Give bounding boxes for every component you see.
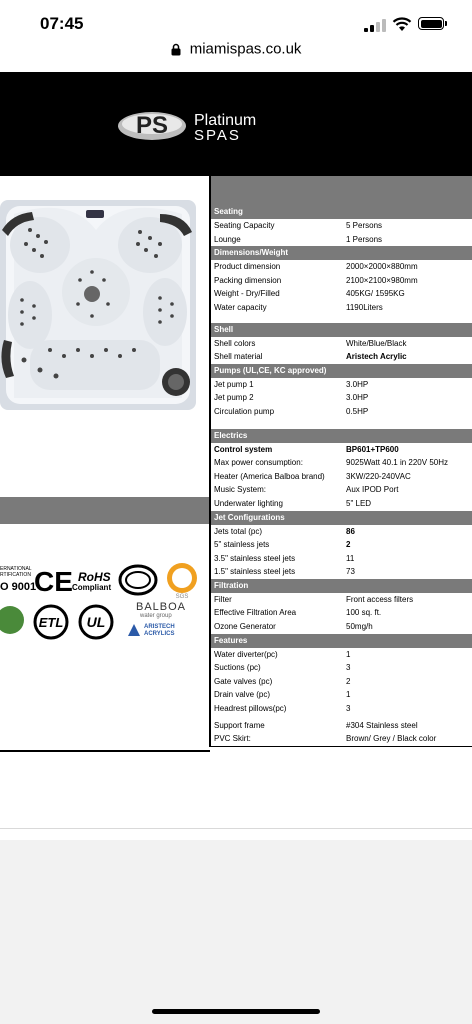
battery-icon [418, 17, 444, 30]
table-row: Packing dimension 2100×2100×980mm [209, 274, 472, 288]
bottom-area [0, 840, 472, 1024]
section-filtration: Filtration [209, 579, 472, 593]
ce-mark: CE [34, 566, 73, 597]
table-row: Jet pump 2 3.0HP [209, 391, 472, 405]
status-time: 07:45 [40, 14, 84, 33]
certification-logos [0, 560, 210, 650]
row-gap [209, 419, 472, 429]
table-row: Weight - Dry/Filled 405KG/ 1595KG [209, 287, 472, 301]
section-dimensions: Dimensions/Weight [209, 246, 472, 260]
iso-number: O 9001 [0, 581, 37, 593]
logo-line2: SPAS [194, 127, 241, 144]
section-seating: Seating [209, 205, 472, 219]
table-row: Underwater lighting 5" LED [209, 497, 472, 511]
section-electrics: Electrics [209, 429, 472, 443]
platinum-spas-logo [118, 110, 308, 144]
lock-icon [171, 43, 181, 56]
aristech-sub: ACRYLICS [144, 631, 175, 637]
table-row: 1.5" stainless steel jets 73 [209, 565, 472, 579]
left-grey-band [0, 497, 210, 524]
wifi-icon [392, 16, 412, 32]
table-row: Shell material Aristech Acrylic [209, 350, 472, 364]
table-row: PVC Skirt: Brown/ Grey / Black color [209, 732, 472, 746]
table-row: Shell colors White/Blue/Black [209, 337, 472, 351]
address-bar[interactable] [0, 40, 472, 70]
table-row: Jet pump 1 3.0HP [209, 378, 472, 392]
table-row: Circulation pump 0.5HP [209, 405, 472, 419]
table-end-line [209, 746, 472, 748]
ul-mark: UL [86, 614, 106, 630]
table-row: Seating Capacity 5 Persons [209, 219, 472, 233]
table-row: Jets total (pc) 86 [209, 525, 472, 539]
spa-top-view-image [0, 200, 200, 412]
etl-mark: ETL [38, 615, 64, 630]
table-row: Effective Filtration Area 100 sq. ft. [209, 606, 472, 620]
table-row: 5" stainless jets 2 [209, 538, 472, 552]
url-text: miamispas.co.uk [189, 40, 302, 58]
logo-mark: PS [135, 112, 169, 139]
section-shell: Shell [209, 323, 472, 337]
table-row: Lounge 1 Persons [209, 233, 472, 247]
table-row: 3.5" stainless steel jets 11 [209, 552, 472, 566]
table-row: Control system BP601+TP600 [209, 443, 472, 457]
balboa-text: BALBOA [136, 601, 187, 613]
table-row: Filter Front access filters [209, 593, 472, 607]
sgs-text: SGS [175, 594, 189, 600]
table-row: Music System: Aux IPOD Port [209, 483, 472, 497]
iso-line1: ERNATIONAL [0, 566, 32, 572]
content-divider [0, 828, 472, 829]
row-gap [209, 315, 472, 323]
table-row: Support frame #304 Stainless steel [209, 719, 472, 733]
logo-line1: Platinum [194, 112, 257, 129]
table-row: Product dimension 2000×2000×880mm [209, 260, 472, 274]
balboa-sub: water group [140, 613, 172, 619]
rohs-compliant: Compliant [72, 583, 112, 592]
table-row: Ozone Generator 50mg/h [209, 620, 472, 634]
rohs-text: RoHS [78, 570, 111, 584]
section-jets: Jet Configurations [209, 511, 472, 525]
table-row: Water capacity 1190Liters [209, 301, 472, 315]
table-row: Water diverter(pc) 1 [209, 648, 472, 662]
iso-line2: RTIFICATION [0, 572, 31, 578]
spec-table-top-band [209, 176, 472, 205]
section-features: Features [209, 634, 472, 648]
status-bar [0, 0, 472, 44]
left-divider [0, 750, 210, 752]
table-row: Max power consumption: 9025Watt 40.1 in 220V 50Hz [209, 456, 472, 470]
aristech-text: ARISTECH [144, 624, 175, 630]
cellular-signal-icon [364, 18, 386, 32]
home-indicator[interactable] [152, 1009, 320, 1014]
spec-table [209, 176, 472, 747]
section-pumps: Pumps (UL,CE, KC approved) [209, 364, 472, 378]
table-row: Drain valve (pc) 1 [209, 688, 472, 702]
table-row: Suctions (pc) 3 [209, 661, 472, 675]
table-row: Gate valves (pc) 2 [209, 675, 472, 689]
table-row: Headrest pillows(pc) 3 [209, 702, 472, 716]
table-row: Heater (America Balboa brand) 3KW/220-240VAC [209, 470, 472, 484]
